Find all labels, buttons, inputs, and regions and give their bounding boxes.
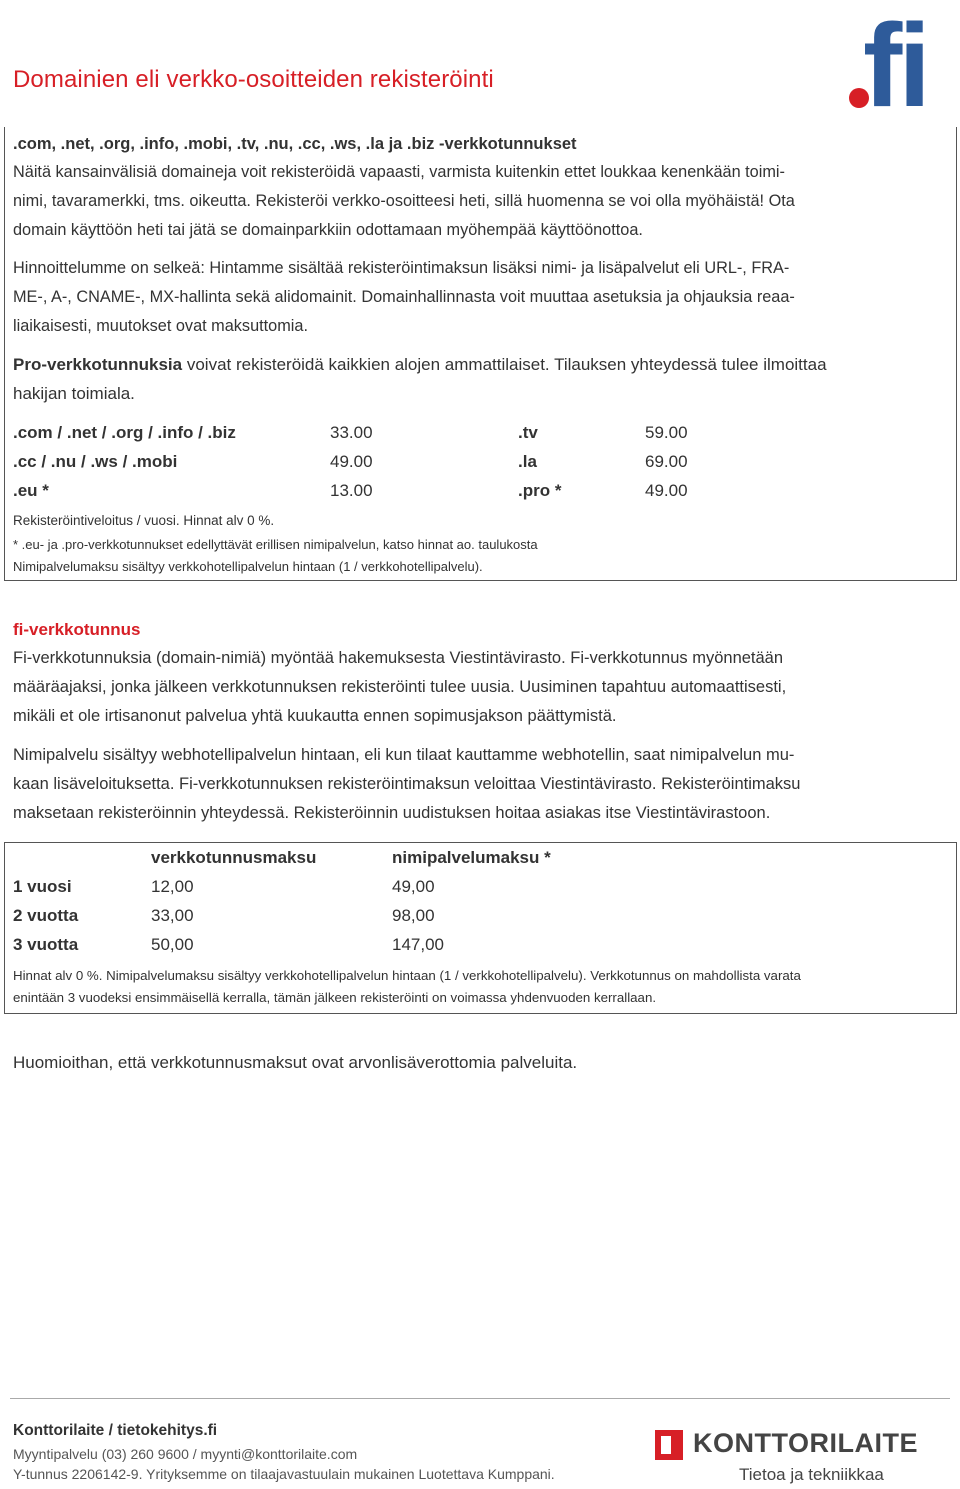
fi-paragraph-2-line-1: Nimipalvelu sisältyy webhotellipalvelun hintaan, eli kun tilaat kauttamme webhotellin, saat nimipalvelun mu- xyxy=(13,746,795,764)
intl-paragraph-2-line-3: liaikaisesti, muutokset ovat maksuttomia. xyxy=(13,317,308,335)
domain-fee-cell: 50,00 xyxy=(151,935,194,954)
vat-note: Huomioithan, että verkkotunnusmaksut ovat arvonlisäverottomia palveluita. xyxy=(13,1053,578,1072)
footer-business-id: Y-tunnus 2206142-9. Yrityksemme on tilaajavastuulain mukainen Luotettava Kumppani. xyxy=(13,1466,555,1482)
domain-name: .la xyxy=(518,452,537,471)
konttorilaite-logo-name: KONTTORILAITE xyxy=(693,1428,918,1458)
fi-paragraph-2-line-3: maksetaan rekisteröinnin yhteydessä. Rekisteröinnin uudistuksen hoitaa asiakas itse Viestintävirastoon. xyxy=(13,804,771,822)
fi-logo xyxy=(845,2,951,110)
footer-contact: Myyntipalvelu (03) 260 9600 / myynti@konttorilaite.com xyxy=(13,1446,358,1462)
page-title: Domainien eli verkko-osoitteiden rekisteröinti xyxy=(13,66,494,93)
intl-heading: .com, .net, .org, .info, .mobi, .tv, .nu, .cc, .ws, .la ja .biz -verkkotunnukset xyxy=(13,135,577,153)
domain-name: .pro * xyxy=(518,481,562,500)
period-cell: 1 vuosi xyxy=(13,877,72,896)
fi-paragraph-1-line-1: Fi-verkkotunnuksia (domain-nimiä) myöntää hakemuksesta Viestintävirasto. Fi-verkkotunnus myönnetään xyxy=(13,649,784,667)
intl-paragraph-1-line-3: domain käyttöön heti tai jätä se domainparkkiin odottamaan myöhempää käyttöönottoa. xyxy=(13,221,643,239)
konttorilaite-logo xyxy=(655,1428,951,1486)
domain-group-name: .cc / .nu / .ws / .mobi xyxy=(13,452,178,471)
period-cell: 3 vuotta xyxy=(13,935,79,954)
intl-paragraph-2-line-2: ME-, A-, CNAME-, MX-hallinta sekä alidomainit. Domainhallinnasta voit muuttaa asetuksia ja ohjauksia reaa- xyxy=(13,288,795,306)
svg-text:fi: fi xyxy=(863,2,928,110)
domain-group-price: 13.00 xyxy=(330,481,373,500)
table-header-nameservice-fee: nimipalvelumaksu * xyxy=(392,848,551,867)
domain-price: 59.00 xyxy=(645,423,688,442)
nameservice-fee-cell: 147,00 xyxy=(392,935,444,954)
domain-fee-cell: 12,00 xyxy=(151,877,194,896)
intl-note-2: * .eu- ja .pro-verkkotunnukset edellyttävät erillisen nimipalvelun, katso hinnat ao. taulukosta xyxy=(13,537,538,552)
table-header-domain-fee: verkkotunnusmaksu xyxy=(151,848,317,867)
period-cell: 2 vuotta xyxy=(13,906,79,925)
pro-domains-text: voivat rekisteröidä kaikkien alojen ammattilaiset. Tilauksen yhteydessä tulee ilmoittaa xyxy=(182,355,827,374)
footer-divider xyxy=(10,1398,950,1399)
fi-heading: fi-verkkotunnus xyxy=(13,620,141,639)
intl-note-1: Rekisteröintiveloitus / vuosi. Hinnat alv 0 %. xyxy=(13,513,275,528)
intl-paragraph-1-line-2: nimi, tavaramerkki, tms. oikeutta. Rekisteröi verkko-osoitteesi heti, sillä huomenna se voi olla myöhäistä! Ota xyxy=(13,192,795,210)
domain-fee-cell: 33,00 xyxy=(151,906,194,925)
domain-group-price: 49.00 xyxy=(330,452,373,471)
intl-paragraph-1-line-1: Näitä kansainvälisiä domaineja voit rekisteröidä vapaasti, varmista kuitenkin ettet loukkaa kenenkään toimi- xyxy=(13,163,785,181)
fi-note-line-1: Hinnat alv 0 %. Nimipalvelumaksu sisältyy verkkohotellipalvelun hintaan (1 / verkkohotellipalvelu). Verkkotunnus on mahdollista varata xyxy=(13,968,801,983)
konttorilaite-logo-tagline: Tietoa ja tekniikkaa xyxy=(739,1465,884,1484)
intl-note-3: Nimipalvelumaksu sisältyy verkkohotellipalvelun hintaan (1 / verkkohotellipalvelu). xyxy=(13,559,483,574)
nameservice-fee-cell: 49,00 xyxy=(392,877,435,896)
intl-paragraph-3-line-2: hakijan toimiala. xyxy=(13,384,135,403)
domain-group-name: .com / .net / .org / .info / .biz xyxy=(13,423,236,442)
nameservice-fee-cell: 98,00 xyxy=(392,906,435,925)
intl-paragraph-2-line-1: Hinnoittelumme on selkeä: Hintamme sisältää rekisteröintimaksun lisäksi nimi- ja lisäpalvelut eli URL-, FRA- xyxy=(13,259,790,277)
fi-paragraph-1-line-3: mikäli et ole irtisanonut palvelua yhtä kuukautta ennen sopimusjakson päättymistä. xyxy=(13,707,617,725)
domain-group-price: 33.00 xyxy=(330,423,373,442)
domain-price: 49.00 xyxy=(645,481,688,500)
domain-name: .tv xyxy=(518,423,538,442)
konttorilaite-mark-icon xyxy=(655,1430,683,1460)
domain-group-name: .eu * xyxy=(13,481,49,500)
domain-price: 69.00 xyxy=(645,452,688,471)
intl-paragraph-3-line-1 xyxy=(13,350,827,379)
pro-domains-label: Pro-verkkotunnuksia xyxy=(13,355,183,374)
footer-company-name: Konttorilaite / tietokehitys.fi xyxy=(13,1422,218,1439)
fi-note-line-2: enintään 3 vuodeksi ensimmäisellä kerralla, tämän jälkeen rekisteröinti on voimassa yhdenvuoden kerrallaan. xyxy=(13,990,657,1005)
fi-paragraph-1-line-2: määräajaksi, jonka jälkeen verkkotunnuksen rekisteröinti tulee uusia. Uusiminen tapahtuu automaattisesti, xyxy=(13,678,787,696)
fi-paragraph-2-line-2: kaan lisäveloituksetta. Fi-verkkotunnuksen rekisteröintimaksun veloittaa Viestintävirasto. Rekisteröintimaksu xyxy=(13,775,801,793)
